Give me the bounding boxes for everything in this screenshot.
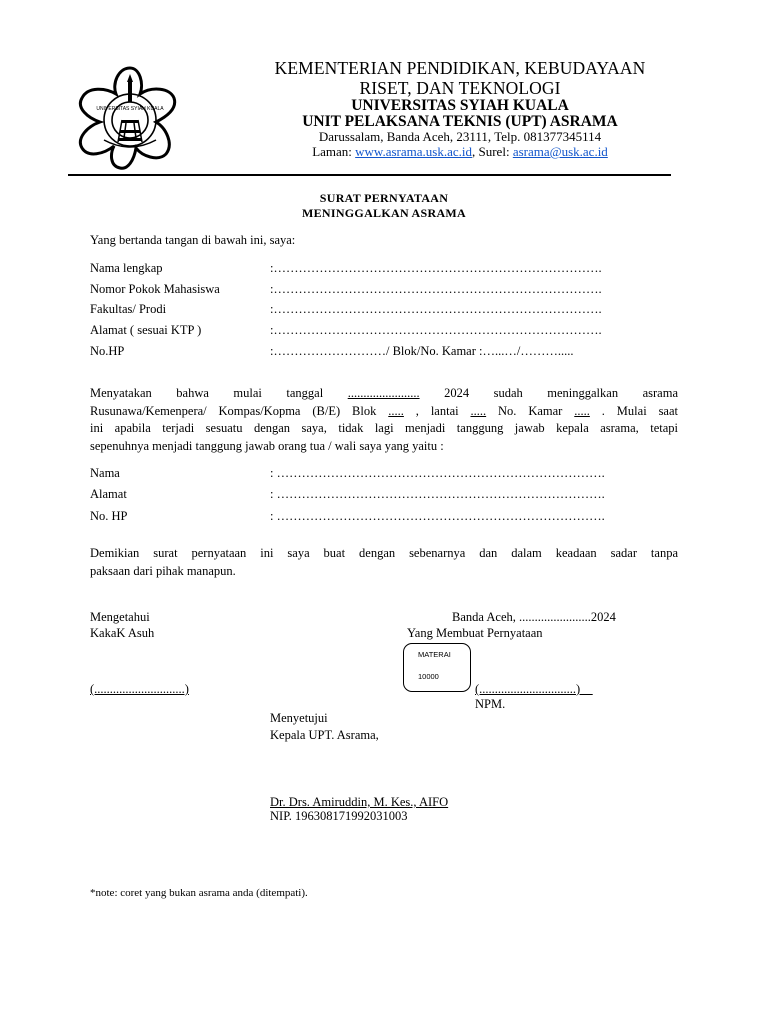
guardian-label-nohp: No. HP — [90, 509, 128, 523]
field-label-alamat: Alamat ( sesuai KTP ) — [90, 323, 202, 337]
student-signature-blank: (...............................) — [475, 682, 593, 696]
field-blank-nama-lengkap: :……………………………………………………………………. — [270, 261, 602, 275]
official-name: Dr. Drs. Amiruddin, M. Kes., AIFO — [270, 795, 449, 809]
header-divider — [68, 174, 671, 176]
statement-paragraph: Menyatakan bahwa mulai tanggal ....................... 2024 sudah meninggalkan asrama Rusunawa/Kemenpera/ Kompas/Kopma (B/E) Blok ..... , lantai ..... No. Kamar ..... . Mulai saat ini apabila terjadi sesuatu dengan saya, tidak lagi menjadi tanggung jawab kepala asrama, tetapi sepenuhnya menjadi tanggung jawab orang tua / wali saya yang yaitu : — [90, 386, 678, 453]
header-ministry-line2: RISET, DAN TEKNOLOGI — [359, 78, 561, 98]
blok-blank: ..... — [388, 403, 404, 418]
guardian-label-alamat: Alamat — [90, 487, 127, 501]
header-unit: UNIT PELAKSANA TEKNIS (UPT) ASRAMA — [302, 113, 618, 130]
field-blank-alamat: :……………………………………………………………………. — [270, 323, 602, 337]
email-link[interactable]: asrama@usk.ac.id — [512, 144, 608, 159]
guardian-label-nama: Nama — [90, 466, 120, 480]
field-blank-npm: :……………………………………………………………………. — [270, 282, 602, 296]
field-label-fakultas: Fakultas/ Prodi — [90, 302, 167, 316]
guardian-blank-nohp: : ……………………………………………………………………. — [270, 509, 605, 523]
guardian-blank-alamat: : ……………………………………………………………………. — [270, 487, 605, 501]
doc-title-line1: SURAT PERNYATAAN — [319, 191, 449, 205]
kamar-blank: ..... — [574, 403, 590, 418]
surel-label: , Surel: — [472, 144, 513, 159]
header-ministry-line1: KEMENTERIAN PENDIDIKAN, KEBUDAYAAN — [274, 58, 646, 78]
website-link[interactable]: www.asrama.usk.ac.id — [355, 144, 472, 159]
field-label-npm: Nomor Pokok Mahasiswa — [90, 282, 220, 296]
closing-paragraph: Demikian surat pernyataan ini saya buat dengan sebenarnya dan dalam keadaan sadar tanpa paksaan dari pihak manapun. — [90, 546, 678, 578]
kepala-label: Kepala UPT. Asrama, — [270, 728, 379, 742]
kakak-asuh-label: KakaK Asuh — [90, 626, 155, 640]
date-blank: ....................... — [347, 386, 420, 400]
npm-label: NPM. — [475, 697, 506, 711]
yang-membuat-label: Yang Membuat Pernyataan — [407, 626, 543, 640]
intro-text: Yang bertanda tangan di bawah ini, saya: — [90, 233, 296, 247]
materai-value: 10000 — [418, 672, 439, 681]
mengetahui-label: Mengetahui — [90, 610, 150, 624]
field-label-nohp: No.HP — [90, 344, 125, 358]
header-university: UNIVERSITAS SYIAH KUALA — [351, 97, 569, 114]
materai-stamp-box — [403, 643, 471, 692]
header-address: Darussalam, Banda Aceh, 23111, Telp. 081377345114 — [318, 129, 602, 144]
university-seal-icon — [74, 62, 186, 174]
official-nip: NIP. 196308171992031003 — [270, 809, 408, 823]
menyetujui-label: Menyetujui — [270, 711, 328, 725]
field-blank-nohp-blok-kamar: :………………………/ Blok/No. Kamar :…...…/………..... — [270, 344, 574, 358]
field-label-nama-lengkap: Nama lengkap — [90, 261, 163, 275]
seal-text: UNIVERSITAS SYIAH KUALA — [96, 106, 164, 112]
doc-title-line2: MENINGGALKAN ASRAMA — [301, 206, 467, 220]
header-contact — [210, 144, 710, 160]
materai-label: MATERAI — [418, 650, 451, 659]
field-blank-fakultas: :……………………………………………………………………. — [270, 302, 602, 316]
guardian-blank-nama: : ……………………………………………………………………. — [270, 466, 605, 480]
kakak-asuh-signature-blank: (.............................) — [90, 682, 189, 696]
place-date: Banda Aceh, .......................2024 — [452, 610, 616, 624]
lantai-blank: ..... — [470, 403, 487, 418]
footnote: *note: coret yang bukan asrama anda (ditempati). — [90, 887, 308, 899]
laman-label: Laman: — [312, 144, 356, 159]
